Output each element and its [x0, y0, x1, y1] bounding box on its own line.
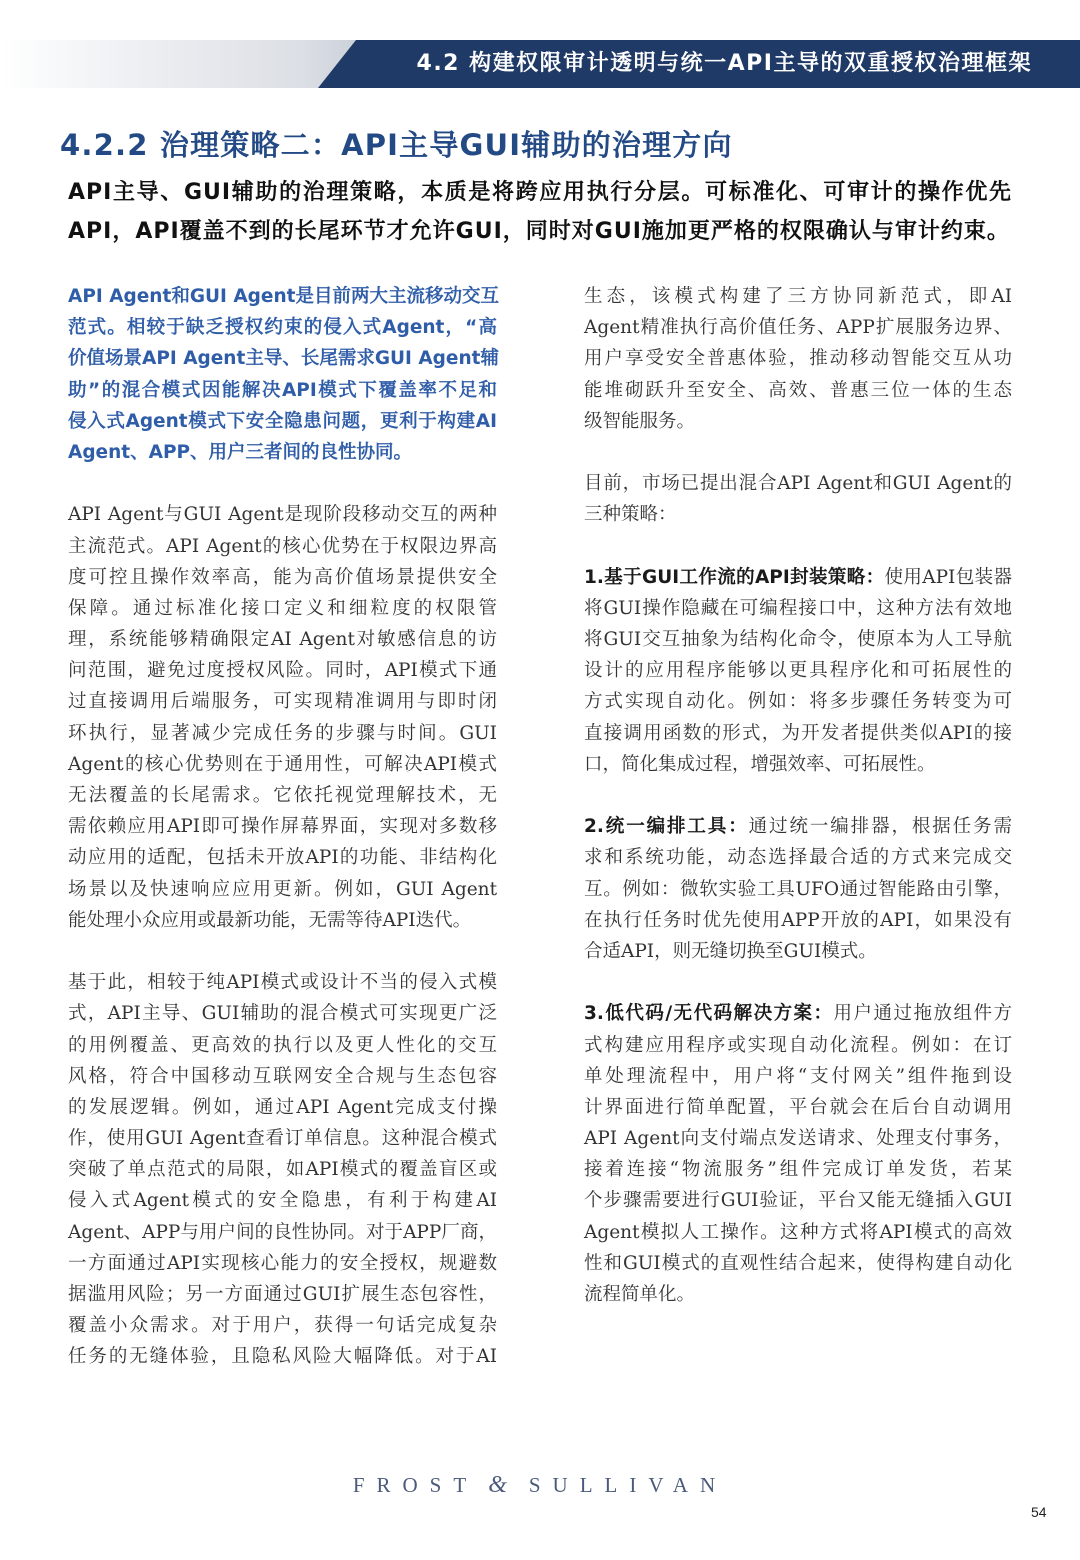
- text-line: 基于此，相较于纯API模式或设计不当的侵入式模: [68, 972, 497, 994]
- section-header-title: 4.2 构建权限审计透明与统一API主导的双重授权治理框架: [416, 51, 1032, 76]
- text-line: 方式实现自动化。例如：将多步骤任务转变为可: [584, 691, 1012, 713]
- text-line: 无法覆盖的长尾需求。它依托视觉理解技术，无: [68, 785, 497, 806]
- text-line: 接着连接“物流服务”组件完成订单发货，若某: [584, 1159, 1012, 1181]
- strategy-item: [584, 998, 1012, 1310]
- text-line: 范式。相较于缺乏授权约束的侵入式Agent，“高: [68, 317, 497, 339]
- brand-ampersand: &: [488, 1472, 507, 1498]
- text-line: 的用例覆盖、更高效的执行以及更人性化的交互: [68, 1034, 497, 1056]
- text-line: 流程简单化。: [584, 1284, 696, 1305]
- text-line: 主流范式。API Agent的核心优势在于权限边界高: [68, 535, 497, 557]
- summary-line: API主导、GUI辅助的治理策略，本质是将跨应用执行分层。可标准化、可审计的操作优先: [68, 180, 1012, 205]
- text-line: 式构建应用程序或实现自动化流程。例如：在订: [584, 1034, 1012, 1056]
- strategy-first-line: [584, 998, 1012, 1029]
- text-line: Agent、APP、用户三者间的良性协同。: [68, 441, 413, 463]
- strategy-item: [584, 562, 1012, 780]
- text-line: 价值场景API Agent主导、长尾需求GUI Agent辅: [68, 348, 499, 370]
- section-header-band: [0, 40, 1080, 88]
- text-line: Agent的核心优势则在于通用性，可解决API模式: [68, 753, 497, 775]
- text-line: 在执行任务时优先使用APP开放的API，如果没有: [584, 909, 1012, 931]
- text-line: 过直接调用后端服务，可实现精准调用与即时闭: [68, 691, 497, 713]
- text-line: 场景以及快速响应应用更新。例如，GUI Agent: [68, 878, 497, 900]
- strategy-heading: 1.基于GUI工作流的API封装策略：: [584, 566, 885, 588]
- text-line: Agent、APP与用户间的良性协同。对于APP厂商，: [68, 1221, 497, 1243]
- text-line: API Agent向支付端点发送请求、处理支付事务，: [584, 1128, 1012, 1150]
- text-line: 任务的无缝体验，且隐私风险大幅降低。对于AI: [68, 1346, 497, 1368]
- text-line: 单处理流程中，用户将“支付网关”组件拖到设: [584, 1065, 1012, 1087]
- highlight-paragraph: [68, 281, 497, 468]
- page-number: 54: [1031, 1504, 1047, 1520]
- text-line: 环执行，显著减少完成任务的步骤与时间。GUI: [68, 722, 497, 744]
- strategy-item: [584, 811, 1012, 967]
- text-line: 个步骤需要进行GUI验证，平台又能无缝插入GUI: [584, 1190, 1012, 1212]
- brand-word: SULLIVAN: [528, 1473, 728, 1497]
- text-line: 计界面进行简单配置，平台就会在后台自动调用: [584, 1096, 1012, 1118]
- text-line: 风格，符合中国移动互联网安全合规与生态包容: [68, 1065, 497, 1087]
- text-line: 合适API，则无缝切换至GUI模式。: [584, 940, 877, 962]
- text-line: 口，简化集成过程，增强效率、可拓展性。: [584, 753, 936, 775]
- strategy-heading: 3.低代码/无代码解决方案：: [584, 1003, 834, 1025]
- text-line: 问范围，避免过度授权风险。同时，API模式下通: [68, 660, 497, 682]
- text-line: 目前，市场已提出混合API Agent和GUI Agent的: [584, 473, 1012, 495]
- text-run: 使用API包装器: [884, 566, 1012, 588]
- text-line: 互。例如：微软实验工具UFO通过智能路由引擎，: [584, 878, 1012, 900]
- text-line: 式，API主导、GUI辅助的混合模式可实现更广泛: [68, 1003, 497, 1025]
- body-paragraph: [68, 499, 497, 936]
- text-line: API Agent和GUI Agent是目前两大主流移动交互: [68, 286, 499, 307]
- text-line: 级智能服务。: [584, 410, 696, 432]
- text-run: 用户通过拖放组件方: [833, 1003, 1012, 1025]
- text-line: 用户享受安全普惠体验，推动移动智能交互从功: [584, 348, 1012, 370]
- text-line: 的发展逻辑。例如，通过API Agent完成支付操: [68, 1096, 497, 1118]
- text-line: 能处理小众应用或最新功能，无需等待API迭代。: [68, 909, 472, 931]
- subsection-title: 4.2.2 治理策略二：API主导GUI辅助的治理方向: [60, 128, 733, 162]
- text-line: 一方面通过API实现核心能力的安全授权，规避数: [68, 1252, 497, 1274]
- text-line: 理，系统能够精确限定AI Agent对敏感信息的访: [68, 629, 497, 651]
- text-line: 侵入式Agent模式下安全隐患问题，更利于构建AI: [68, 410, 497, 432]
- key-summary: [68, 173, 1012, 251]
- summary-line: API，API覆盖不到的长尾环节才允许GUI，同时对GUI施加更严格的权限确认与审计约束。: [68, 219, 1010, 244]
- text-line: 保障。通过标准化接口定义和细粒度的权限管: [68, 597, 497, 619]
- text-line: Agent模拟人工操作。这种方式将API模式的高效: [584, 1221, 1012, 1243]
- text-line: Agent精准执行高价值任务、APP扩展服务边界、: [584, 317, 1012, 339]
- text-line: 作，使用GUI Agent查看订单信息。这种混合模式: [68, 1128, 497, 1150]
- body-paragraph-continued: [584, 281, 1012, 437]
- text-line: 三种策略：: [584, 504, 677, 526]
- strategy-first-line: [584, 811, 1012, 842]
- text-run: 通过统一编排器，根据任务需: [748, 816, 1012, 838]
- text-line: 设计的应用程序能够以更具程序化和可拓展性的: [584, 660, 1012, 682]
- brand-word: FROST: [352, 1473, 479, 1497]
- body-paragraph: [68, 967, 497, 1372]
- text-line: 将GUI操作隐藏在可编程接口中，这种方法有效地: [584, 597, 1012, 619]
- footer-brand-logo: [0, 1470, 1080, 1500]
- text-line: 需依赖应用API即可操作屏幕界面，实现对多数移: [68, 816, 497, 838]
- text-line: 求和系统功能，动态选择最合适的方式来完成交: [584, 847, 1012, 869]
- right-column: [584, 281, 1012, 1341]
- text-line: 能堆砌跃升至安全、高效、普惠三位一体的生态: [584, 379, 1012, 401]
- text-line: 直接调用函数的形式，为开发者提供类似API的接: [584, 722, 1012, 744]
- text-line: 生态，该模式构建了三方协同新范式，即AI: [584, 286, 1012, 307]
- text-line: 侵入式Agent模式的安全隐患，有利于构建AI: [68, 1190, 497, 1212]
- text-line: 突破了单点范式的局限，如API模式的覆盖盲区或: [68, 1159, 497, 1181]
- text-line: 动应用的适配，包括未开放API的功能、非结构化: [68, 847, 497, 869]
- text-line: 据滥用风险；另一方面通过GUI扩展生态包容性，: [68, 1284, 497, 1305]
- strategy-first-line: [584, 562, 1012, 593]
- text-line: API Agent与GUI Agent是现阶段移动交互的两种: [68, 504, 497, 526]
- text-line: 覆盖小众需求。对于用户，获得一句话完成复杂: [68, 1315, 497, 1337]
- text-line: 度可控且操作效率高，能为高价值场景提供安全: [68, 566, 497, 588]
- strategy-heading: 2.统一编排工具：: [584, 816, 749, 838]
- text-line: 助”的混合模式因能解决API模式下覆盖率不足和: [68, 379, 497, 401]
- text-line: 将GUI交互抽象为结构化命令，使原本为人工导航: [584, 629, 1012, 651]
- left-column: [68, 281, 497, 1404]
- text-line: 性和GUI模式的直观性结合起来，使得构建自动化: [584, 1252, 1012, 1274]
- strategy-intro-paragraph: [584, 468, 1012, 530]
